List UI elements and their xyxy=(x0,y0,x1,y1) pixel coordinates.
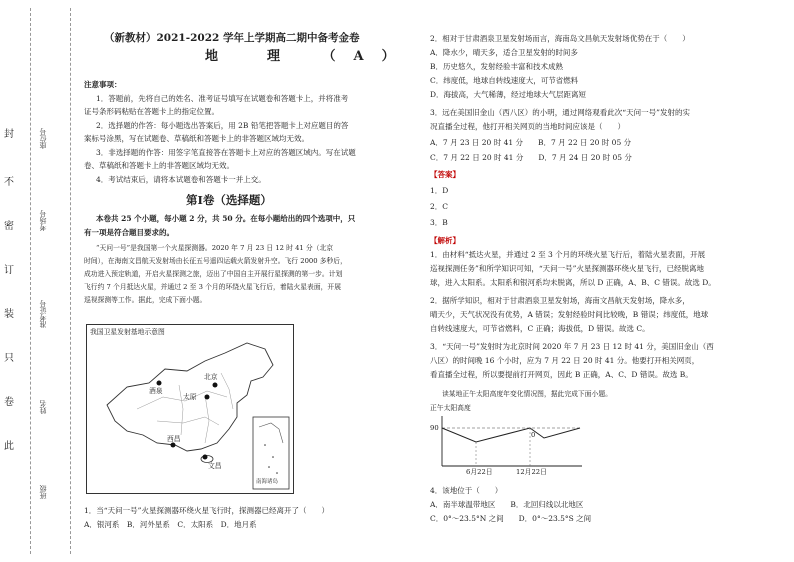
q1-options: A．银河系 B．河外星系 C．太阳系 D．地月系 xyxy=(84,520,257,529)
map-inset-label: 南海诸岛 xyxy=(256,479,279,485)
margin-label-class: 班级 xyxy=(39,485,47,499)
margin-char: 订 xyxy=(4,265,14,276)
paper-title: （新教材）2021-2022 学年上学期高二期中备考金卷 xyxy=(104,32,360,44)
q2-option-c: C．纬度低，地球自转线速度大，可节省燃料 xyxy=(430,76,579,85)
passage-line: 巡视探测等工作。据此，完成下面小题。 xyxy=(84,296,207,304)
map-city-jiuquan: 酒泉 xyxy=(149,387,163,395)
analysis-line: 3．“天问一号”发射时为北京时间 2020 年 7 月 23 日 12 时 41 分，美国旧金山（西 xyxy=(430,342,714,351)
china-map-drawing xyxy=(87,325,293,493)
chart-y-tick: 90 xyxy=(430,424,439,432)
map-city-taiyuan: 太原 xyxy=(183,393,197,401)
fold-line xyxy=(70,8,71,554)
q3-stem: 3．远在美国旧金山（西八区）的小明，通过网络观看此次“天问一号”发射的实 xyxy=(430,108,690,117)
answer-item: 3．B xyxy=(430,218,448,227)
passage-line: 飞行约 7 个月抵达火星，并通过 2 至 3 个月的环绕火星飞行后，着陆火星表面，开展 xyxy=(84,283,342,291)
q3-options: C．7 月 22 日 20 时 41 分 D．7 月 24 日 20 时 05 分 xyxy=(430,153,632,162)
map-title: 我国卫星发射基地示意图 xyxy=(90,328,165,336)
seal-line xyxy=(30,8,31,554)
analysis-line: 球，进入太阳系。太阳系和银河系均未脱离，所以 D 正确，A、B、C 错误。故选 D。 xyxy=(430,278,716,287)
analysis-line: 1．由材料“抵达火星，并通过 2 至 3 个月的环绕火星飞行后，着陆火星表面，开展 xyxy=(430,250,706,259)
passage-line: “天问一号”是我国第一个火星探测器。2020 年 7 月 23 日 12 时 41 分（北京 xyxy=(96,244,334,252)
q3-options: A．7 月 23 日 20 时 41 分 B．7 月 22 日 20 时 05 分 xyxy=(430,138,632,147)
passage2-line: 读某地正午太阳高度年变化情况图，据此完成下面小题。 xyxy=(442,390,612,398)
margin-label-ticket: 准考证号 xyxy=(39,300,47,328)
analysis-line: 自转线速度大，可节省燃料，C 正确；海拔低，D 错误。故选 C。 xyxy=(430,324,650,333)
margin-label-seat: 座位号 xyxy=(39,128,47,149)
margin-char: 此 xyxy=(4,441,14,452)
chart-x-label: 6月22日 xyxy=(466,468,493,476)
answer-item: 2．C xyxy=(430,202,449,211)
margin-label-name: 姓名 xyxy=(39,400,47,414)
passage-line: 成功进入预定轨道，开启火星探测之旅，迈出了中国自主开展行星探测的第一步。计划 xyxy=(84,270,343,278)
notice-line: 3．非选择题的作答：用签字笔直接答在答题卡上对应的答题区域内。写在试题 xyxy=(96,148,356,157)
section-title: 第Ⅰ卷（选择题） xyxy=(186,193,272,207)
solar-altitude-chart xyxy=(430,404,590,478)
chart-marker: 0 xyxy=(531,431,536,439)
q2-option-b: B．历史悠久，发射经验丰富和技术成熟 xyxy=(430,62,564,71)
map-city-beijing: 北京 xyxy=(204,373,218,381)
binding-margin xyxy=(0,0,78,562)
answer-label: 【答案】 xyxy=(430,170,460,179)
q4-options: C．0°～23.5°N 之间 D．0°～23.5°S 之间 xyxy=(430,514,592,523)
margin-char: 封 xyxy=(4,129,14,140)
notice-line: 案标号涂黑，写在试题卷、草稿纸和答题卡上的非答题区域均无效。 xyxy=(84,134,309,143)
q1-stem: 1．当“天问一号”火星探测器环绕火星飞行时，探测器已经离开了（ ） xyxy=(84,506,329,515)
launch-sites-map xyxy=(86,324,294,494)
analysis-line: 晴天少，天气状况没有优势，A 错误；发射经验时间比较晚，B 错误；纬度低，地球 xyxy=(430,310,709,319)
margin-label-room: 考场号 xyxy=(39,210,47,231)
notice-line: 1．答题前，先将自己的姓名、准考证号填写在试题卷和答题卡上，并将准考 xyxy=(96,94,349,103)
section-intro: 有一项是符合题目要求的。 xyxy=(84,228,174,237)
analysis-line: 2．据所学知识，相对于甘肃酒泉卫星发射场，海南文昌航天发射场，降水多， xyxy=(430,296,690,305)
chart-plot xyxy=(430,404,590,478)
notice-line: 4．考试结束后，请将本试题卷和答题卡一并上交。 xyxy=(96,175,266,184)
margin-char: 装 xyxy=(4,309,14,320)
q2-option-a: A．降水少，晴天多，适合卫星发射的时间多 xyxy=(430,48,578,57)
q4-options: A．南半球温带地区 B．北回归线以北地区 xyxy=(430,500,584,509)
subject-title: 地 理 （A） xyxy=(205,49,413,64)
margin-char: 卷 xyxy=(4,397,14,408)
notice-line: 卷、草稿纸和答题卡上的非答题区域均无效。 xyxy=(84,161,234,170)
analysis-label: 【解析】 xyxy=(430,236,460,245)
q3-stem: 况直播全过程，他打开相关网页的当地时间应该是（ ） xyxy=(430,122,625,131)
notice-line: 2．选择题的作答：每小题选出答案后，用 2B 铅笔把答题卡上对应题目的答 xyxy=(96,121,349,130)
map-city-wenchang: 文昌 xyxy=(208,462,222,470)
analysis-line: 巡视探测任务”和所学知识可知，“天问一号”火星探测器环绕火星飞行，已经脱离地 xyxy=(430,264,705,273)
answer-item: 1．D xyxy=(430,186,449,195)
margin-char: 不 xyxy=(4,177,14,188)
q2-stem: 2．相对于甘肃酒泉卫星发射场而言，海南岛文昌航天发射场优势在于（ ） xyxy=(430,34,690,43)
chart-x-label: 12月22日 xyxy=(516,468,547,476)
notice-heading: 注意事项： xyxy=(84,80,122,89)
map-city-xichang: 西昌 xyxy=(167,435,181,443)
analysis-line: 八区）的时间晚 16 个小时，应为 7 月 22 日 20 时 41 分。他要打开相关网页， xyxy=(430,356,700,365)
margin-char: 密 xyxy=(4,221,14,232)
passage-line: 时间），在海南文昌航天发射场由长征五号遥四运载火箭发射升空。飞行 2000 多秒后， xyxy=(84,257,347,265)
margin-char: 只 xyxy=(4,353,14,364)
section-intro: 本卷共 25 个小题，每小题 2 分，共 50 分。在每小题给出的四个选项中，只 xyxy=(96,214,356,223)
q2-option-d: D．海拔高，大气稀薄，经过地球大气层距离短 xyxy=(430,90,587,99)
q4-stem: 4．该地位于（ ） xyxy=(430,486,503,495)
analysis-line: 看直播全过程，所以要提前打开网页，因此 B 正确，A、C、D 错误。故选 B。 xyxy=(430,370,693,379)
notice-line: 证号条形码粘贴在答题卡上的指定位置。 xyxy=(84,107,219,116)
chart-ylabel: 正午太阳高度 xyxy=(430,404,471,412)
